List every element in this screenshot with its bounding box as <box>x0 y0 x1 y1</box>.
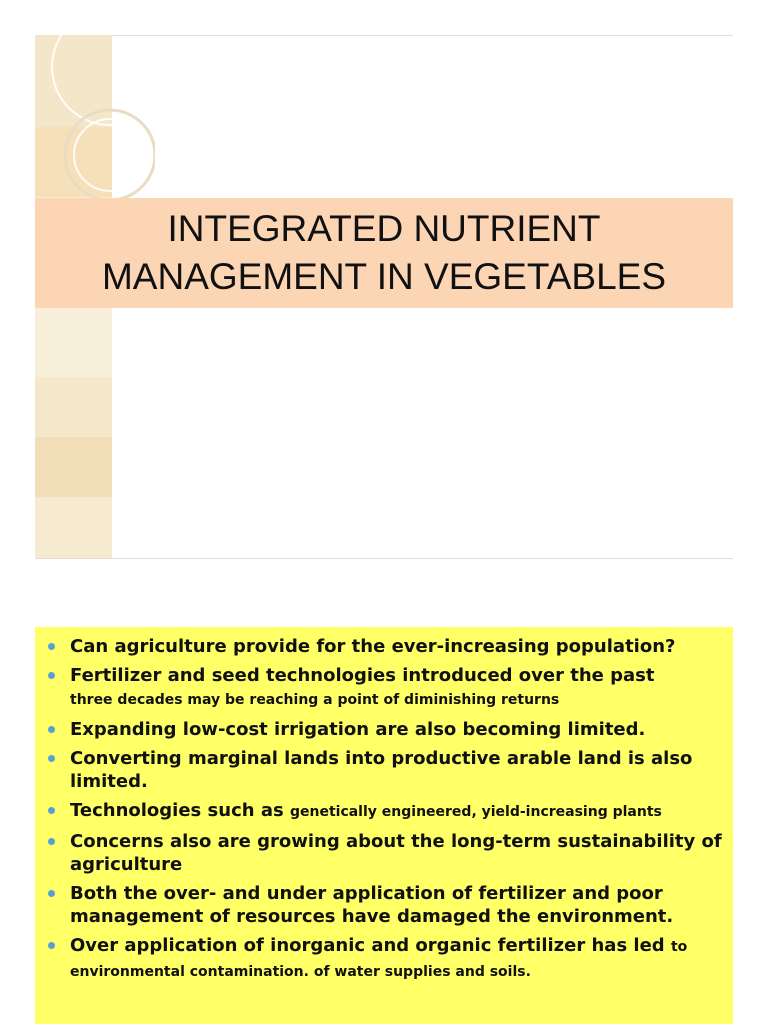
slide-title <box>102 205 666 301</box>
bullet-item <box>35 718 733 741</box>
bullet-dot-icon <box>48 672 55 679</box>
title-line-2: MANAGEMENT IN VEGETABLES <box>101 256 667 297</box>
bullet-item <box>35 635 733 658</box>
bullet-item <box>35 830 733 876</box>
bullet-subtext: to environmental contamination. of water supplies and soils. <box>70 939 688 980</box>
bullet-dot-icon <box>48 890 55 897</box>
bullet-item <box>35 664 733 712</box>
bullet-text: Expanding low-cost irrigation are also becoming limited. <box>70 719 646 740</box>
slide-bottom-rule <box>35 558 733 559</box>
bullet-subtext: three decades may be reaching a point of diminishing returns <box>70 692 560 708</box>
bullet-text: Can agriculture provide for the ever-increasing population? <box>70 636 676 657</box>
bullet-item <box>35 934 733 984</box>
content-slide <box>35 627 733 1024</box>
bullet-item <box>35 799 733 824</box>
strip-band <box>35 497 112 559</box>
bullet-dot-icon <box>48 643 55 650</box>
bullet-dot-icon <box>48 838 55 845</box>
bullet-text: Over application of inorganic and organic fertilizer has led <box>70 935 665 956</box>
bullet-dot-icon <box>48 726 55 733</box>
title-line-1: INTEGRATED NUTRIENT <box>167 208 601 249</box>
bullet-text: Technologies such as <box>70 800 284 821</box>
bullet-text: Concerns also are growing about the long-term sustainability of agriculture <box>70 831 722 875</box>
bullet-text: Fertilizer and seed technologies introduced over the past <box>70 665 655 686</box>
bullet-subtext: genetically engineered, yield-increasing plants <box>289 804 662 820</box>
title-slide <box>35 35 733 559</box>
bullet-dot-icon <box>48 807 55 814</box>
bullet-dot-icon <box>48 942 55 949</box>
strip-band <box>35 307 112 377</box>
strip-band <box>35 377 112 437</box>
decorative-circles-icon <box>35 35 155 205</box>
title-band <box>35 198 733 308</box>
bullet-dot-icon <box>48 755 55 762</box>
bullet-text: Converting marginal lands into productive arable land is also limited. <box>70 748 693 792</box>
strip-band <box>35 437 112 497</box>
bullet-item <box>35 882 733 928</box>
bullet-item <box>35 747 733 793</box>
bullet-text: Both the over- and under application of fertilizer and poor management of resources have damaged the environment. <box>70 883 674 927</box>
bullet-list <box>35 627 733 984</box>
